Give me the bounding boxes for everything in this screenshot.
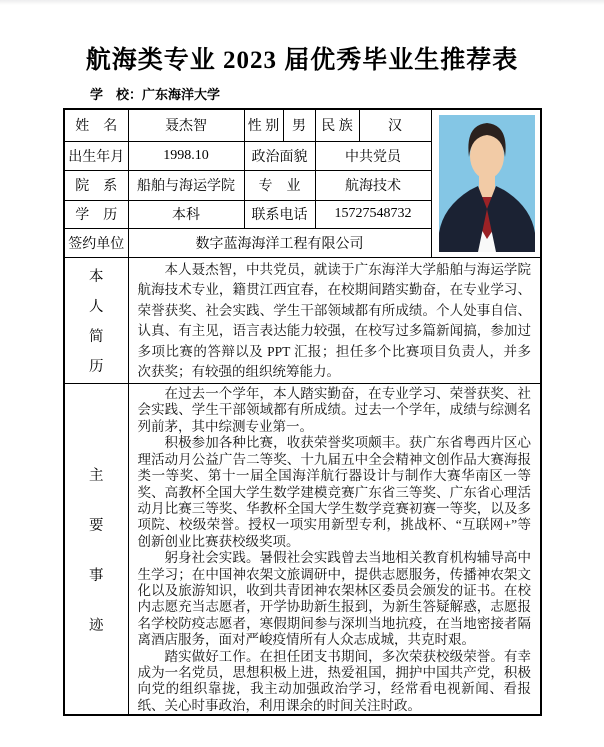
recommendation-form-table	[63, 108, 542, 716]
deeds-paragraph: 在过去一个学年，本人踏实勤奋，在专业学习、荣誉获奖、社会实践、学生干部领域都有所成绩。过去一个学年，成绩与综测名列前茅，其中综测专业第一。	[137, 386, 531, 434]
school-label: 学 校：	[90, 87, 143, 102]
deeds-label-char: 事	[89, 567, 104, 584]
deeds-label-char: 主	[89, 467, 104, 484]
page-title: 航海类专业 2023 届优秀毕业生推荐表	[85, 47, 519, 74]
graduate-photo	[439, 115, 535, 252]
employer-value: 数字蓝海海洋工程有限公司	[128, 228, 431, 257]
school-name: 广东海洋大学	[142, 87, 221, 102]
deeds-label-char: 要	[89, 517, 104, 534]
name-label: 姓 名	[64, 109, 128, 141]
name-value: 聂杰智	[128, 109, 244, 141]
phone-value: 15727548732	[315, 200, 431, 228]
profile-section-label	[64, 257, 128, 384]
major-label: 专 业	[244, 170, 315, 200]
gender-label: 性 别	[244, 109, 283, 141]
profile-label-char: 人	[89, 298, 104, 315]
political-value: 中共党员	[315, 141, 431, 170]
profile-label-char: 本	[89, 268, 104, 285]
employer-label: 签约单位	[64, 228, 128, 257]
birth-value: 1998.10	[128, 141, 244, 170]
ethnicity-label: 民 族	[315, 109, 359, 141]
department-value: 船舶与海运学院	[128, 170, 244, 200]
deeds-section-label	[64, 384, 128, 716]
deeds-label-char: 迹	[89, 617, 104, 634]
profile-label-char: 简	[89, 328, 104, 345]
page-top-shadow	[0, 0, 604, 5]
birth-label: 出生年月	[64, 141, 128, 170]
deeds-content	[128, 384, 541, 716]
gender-value: 男	[283, 109, 315, 141]
education-value: 本科	[128, 200, 244, 228]
deeds-vertical-label	[65, 395, 128, 703]
profile-text: 本人聂杰智，中共党员，就读于广东海洋大学船舶与海运学院航海技术专业，籍贯江西宜春，在校期间踏实勤奋，在专业学习、荣誉获奖、社会实践、学生干部领域都有所成绩。个人处事自信、认真、有主见，语言表达能力较强，在校写过多篇新闻搞，参加过多项比赛的答辩以及 PPT 汇报；担任多个比赛项目负责人，并多次获奖；有较强的组织统筹能力。	[137, 261, 531, 380]
political-label: 政治面貌	[244, 141, 315, 170]
phone-label: 联系电话	[244, 200, 315, 228]
department-label: 院 系	[64, 170, 128, 200]
table-row	[64, 384, 541, 716]
profile-label-char: 历	[89, 358, 104, 375]
profile-content	[128, 257, 541, 384]
deeds-paragraph: 踏实做好工作。在担任团支书期间，多次荣获校级荣誉。有幸成为一名党员，思想积极上进，热爱祖国，拥护中国共产党，积极向党的组织靠拢，我主动加强政治学习，经常看电视新闻、看报纸、关心时事政治，利用课余的时间关注时政。	[137, 648, 531, 713]
deeds-paragraph: 积极参加各种比赛，收获荣誉奖项颇丰。获广东省粤西片区心理活动月公益广告二等奖、十九届五中全会精神文创作品大赛海报类一等奖、第十一届全国海洋航行器设计与制作大赛华南区一等奖、高教杯全国大学生数学建模竞赛广东省三等奖、广东省心理活动月比赛三等奖、华教杯全国大学生数学竞赛初赛一等奖，以及多项院、校级荣誉。授权一项实用新型专利，挑战杯、“互联网+”等创新创业比赛获校级奖项。	[137, 435, 531, 549]
school-line	[90, 84, 220, 103]
ethnicity-value: 汉	[359, 109, 431, 141]
photo-cell	[431, 109, 541, 257]
education-label: 学 历	[64, 200, 128, 228]
table-row	[64, 109, 541, 141]
deeds-paragraph: 躬身社会实践。暑假社会实践曾去当地相关教育机构辅导高中生学习；在中国神农架文旅调研中，提供志愿服务，传播神农架文化以及旅游知识，收到共青团神农架林区委员会颁发的证书。在校内志愿充当志愿者，开学协助新生报到，为新生答疑解惑，志愿报名学校防疫志愿者，寒假期间参与深圳当地抗疫，在当地密接者隔离酒店服务，面对严峻疫情所有人众志成城，共克时艰。	[137, 550, 531, 648]
table-row	[64, 257, 541, 384]
major-value: 航海技术	[315, 170, 431, 200]
profile-vertical-label	[65, 264, 128, 376]
